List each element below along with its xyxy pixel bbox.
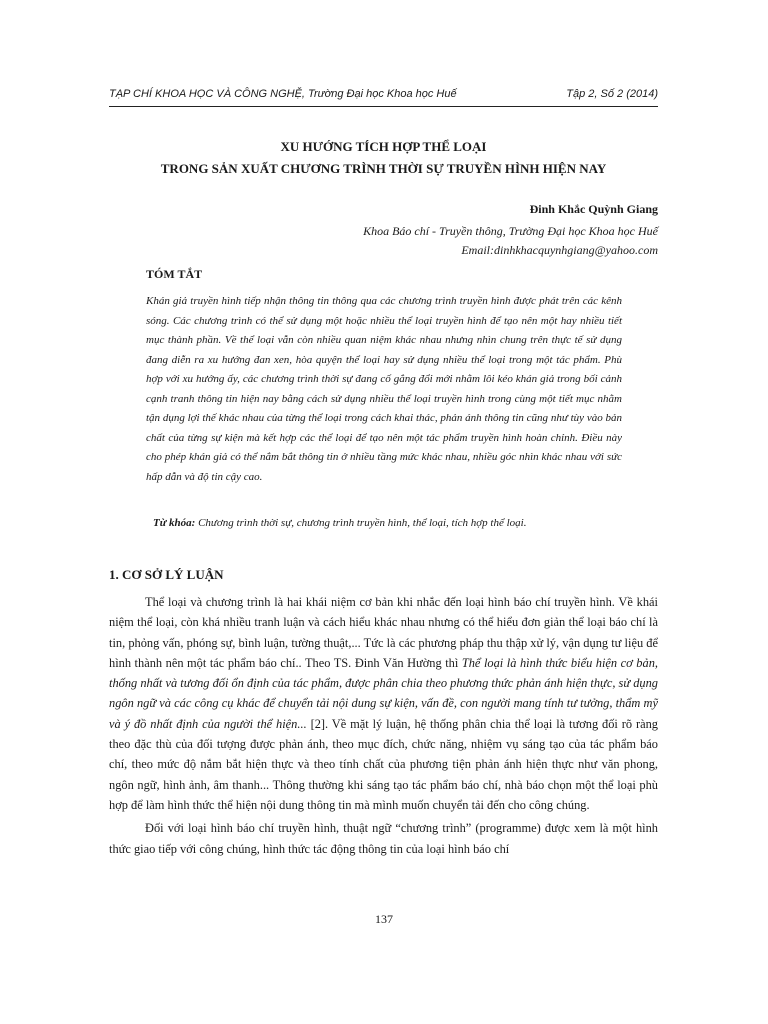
author-affiliation: Khoa Báo chí - Truyền thông, Trường Đại học Khoa học Huế xyxy=(363,224,658,238)
title-line-2: TRONG SẢN XUẤT CHƯƠNG TRÌNH THỜI SỰ TRUYỀN HÌNH HIỆN NAY xyxy=(160,161,607,176)
paragraph-2: Đối với loại hình báo chí truyền hình, thuật ngữ “chương trình” (programme) được xem là một hình thức giao tiếp với công chúng, hình thức tác động thông tin của loại hình báo chí xyxy=(109,821,658,856)
keywords-label: Từ khóa: xyxy=(153,517,196,529)
running-header xyxy=(109,88,658,100)
article-title xyxy=(109,136,658,180)
page-number: 137 xyxy=(375,912,393,926)
keywords-text: Chương trình thời sự, chương trình truyền hình, thể loại, tích hợp thể loại. xyxy=(195,517,527,529)
title-line-1: XU HƯỚNG TÍCH HỢP THỂ LOẠI xyxy=(280,139,487,154)
volume-issue: Tập 2, Số 2 (2014) xyxy=(566,88,658,100)
paragraph-1-text-b: [2]. Về mặt lý luận, hệ thống phân chia thể loại là tương đối rõ ràng theo đặc thù của đối tượng được phản ánh, theo mục đích, chức năng, nhiệm vụ sáng tạo của tác phẩm báo chí, theo mức độ nắm bắt hiện thực và theo tính chất của phương tiện phản ánh hiện thực như văn phong, ngôn ngữ, hình ảnh, âm thanh... Thông thường khi sáng tạo tác phẩm báo chí, nhà báo chọn một thể loại phù hợp để làm hình thức thể hiện nội dung thông tin mà mình muốn chuyển tải đến cho công chúng. xyxy=(109,716,658,812)
paragraph-1-text-a: Thể loại và chương trình là hai khái niệm cơ bản khi nhắc đến loại hình báo chí truyền hình. Về khái niệm thể loại, còn khá nhiều tranh luận và cách hiểu khác nhau nhưng có thể hiểu đơn giản thể loại báo chí là tin, phỏng vấn, phóng sự, bình luận, tường thuật,... Tức là các phương pháp thu thập xử lý, vận dụng tư liệu để hình thành nên một tác phẩm báo chí.. Theo TS. Đinh Văn Hường thì xyxy=(109,595,658,670)
header-divider xyxy=(109,106,658,107)
abstract-text: Khán giả truyền hình tiếp nhận thông tin thông qua các chương trình truyền hình được phát trên các kênh sóng. Các chương trình có thể sử dụng một hoặc nhiều thể loại truyền hình để tạo nên một hay nhiều tiết mục thành phần. Về thể loại vẫn còn nhiều quan niệm khác nhau nhưng nhìn chung trên thực tế sử dụng đang diễn ra xu hướng đan xen, hòa quyện thể loại hay sử dụng nhiều thể loại trong một tác phẩm. Phù hợp với xu hướng ấy, các chương trình thời sự đang cố gắng đổi mới nhằm lôi kéo khán giả trong bối cảnh cạnh tranh thông tin hiện nay bằng cách sử dụng nhiều thể loại truyền hình trong cùng một tiết mục nhằm tận dụng lợi thế khác nhau của từng thể loại trong cách khai thác, phản ánh thông tin cũng như tùy vào bản chất của từng sự kiện mà kết hợp các thể loại để tạo nên một tác phẩm truyền hình hoàn chỉnh. Điều này cho phép khán giả có thể nắm bắt thông tin ở nhiều tầng mức khác nhau, nhiều góc nhìn khác nhau với sức hấp dẫn và độ tin cậy cao. xyxy=(146,295,622,483)
keywords xyxy=(146,514,622,532)
definition-quote: Thể loại là hình thức biểu hiện cơ bản, thống nhất và tương đối ổn định của tác phẩm, được phân chia theo phương thức phản ánh hiện thực, sử dụng ngôn ngữ và các công cụ khác để chuyển tải nội dung sự kiện, vấn đề, con người mang tính tư tưởng, thẩm mỹ và ý đồ nhất định của người thể hiện... xyxy=(109,655,658,731)
section-body xyxy=(109,592,658,859)
section-heading: 1. CƠ SỞ LÝ LUẬN xyxy=(109,567,224,582)
abstract-heading: TÓM TẮT xyxy=(146,267,203,281)
author-email: Email:dinhkhacquynhgiang@yahoo.com xyxy=(461,243,658,257)
paragraph-1 xyxy=(109,592,658,815)
author-name: Đinh Khắc Quỳnh Giang xyxy=(529,202,658,216)
journal-name: TẠP CHÍ KHOA HỌC VÀ CÔNG NGHỆ, Trường Đại học Khoa học Huế xyxy=(109,88,457,100)
author-block xyxy=(363,200,658,260)
